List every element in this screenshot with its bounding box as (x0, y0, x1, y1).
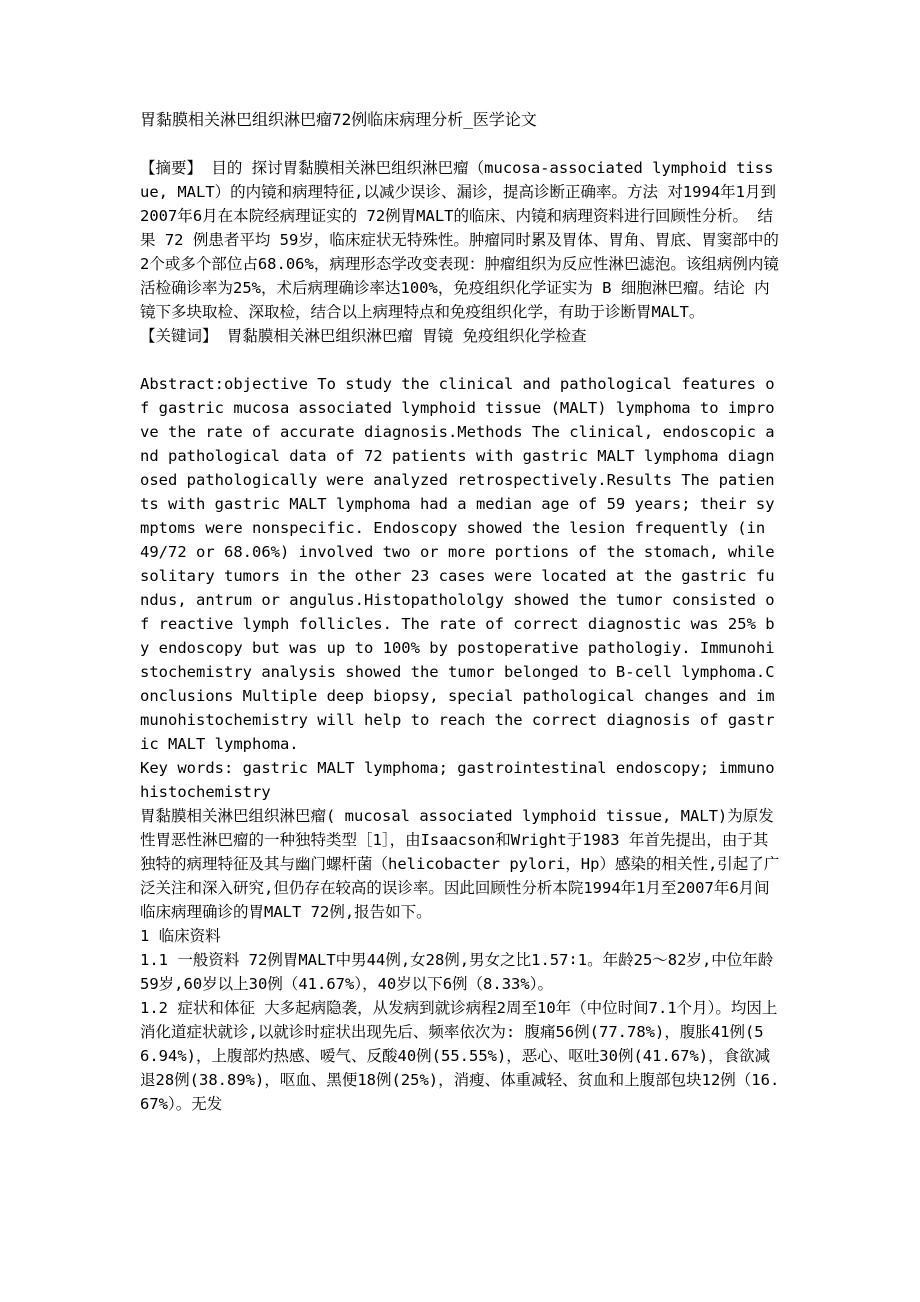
abstract-cn-label: 【摘要】 (140, 159, 203, 177)
keywords-cn (140, 324, 782, 348)
keywords-cn-text: 胃黏膜相关淋巴组织淋巴瘤 胃镜 免疫组织化学检查 (217, 327, 587, 345)
section-1-2: 1.2 症状和体征 大多起病隐袭，从发病到就诊病程2周至10年（中位时间7.1个月）。均因上消化道症状就诊,以就诊时症状出现先后、频率依次为: 腹痛56例(77.78%)，腹胀41例(56.94%)，上腹部灼热感、嗳气、反酸40例(55.55%)，恶心、呕吐30例(41.67%)，食欲减退28例(38.89%)，呕血、黑便18例(25%)，消瘦、体重减轻、贫血和上腹部包块12例（16.67%）。无发 (140, 999, 780, 1113)
keywords-en: Key words: gastric MALT lymphoma; gastrointestinal endoscopy; immunohistochemistry (140, 759, 775, 801)
abstract-cn-text: 目的 探讨胃黏膜相关淋巴组织淋巴瘤（mucosa-associated lymphoid tissue, MALT）的内镜和病理特征,以减少误诊、漏诊，提高诊断正确率。方法 对1994年1月到2007年6月在本院经病理证实的 72例胃MALT的临床、内镜和病理资料进行回顾性分析。 结果 72 例患者平均 59岁，临床症状无特殊性。肿瘤同时累及胃体、胃角、胃底、胃窦部中的2个或多个部位占68.06%，病理形态学改变表现：肿瘤组织为反应性淋巴滤泡。该组病例内镜活检确诊率为25%，术后病理确诊率达100%，免疫组织化学证实为 B 细胞淋巴瘤。结论 内镜下多块取检、深取检，结合以上病理特点和免疫组织化学，有助于诊断胃MALT。 (140, 159, 779, 321)
abstract-cn (140, 156, 782, 324)
section-1-1: 1.1 一般资料 72例胃MALT中男44例,女28例,男女之比1.57∶1。年龄25～82岁,中位年龄59岁,60岁以上30例（41.67%），40岁以下6例（8.33%）。 (140, 951, 774, 993)
spacer (140, 132, 782, 156)
keywords-cn-label: 【关键词】 (140, 327, 218, 345)
intro-paragraph: 胃黏膜相关淋巴组织淋巴瘤( mucosal associated lymphoid tissue, MALT)为原发性胃恶性淋巴瘤的一种独特类型［1］，由Isaacson和Wright于1983 年首先提出，由于其独特的病理特征及其与幽门螺杆菌（helicobacter pylori，Hp）感染的相关性,引起了广泛关注和深入研究,但仍存在较高的误诊率。因此回顾性分析本院1994年1月至2007年6月间临床病理确诊的胃MALT 72例,报告如下。 (140, 807, 780, 921)
section-1-heading: 1 临床资料 (140, 927, 221, 945)
abstract-en: Abstract:objective To study the clinical and pathological features of gastric mucosa associated lymphoid tissue (MALT) lymphoma to improve the rate of accurate diagnosis.Methods The clinical, endoscopic and pathological data of 72 patients with gastric MALT lymphoma diagnosed pathologically were analyzed retrospectively.Results The patients with gastric MALT lymphoma had a median age of 59 years; their symptoms were nonspecific. Endoscopy showed the lesion frequently (in 49/72 or 68.06%) involved two or more portions of the stomach, while solitary tumors in the other 23 cases were located at the gastric fundus, antrum or angulus.Histopathololgy showed the tumor consisted of reactive lymph follicles. The rate of correct diagnostic was 25% by endoscopy but was up to 100% by postoperative pathologiy. Immunohistochemistry analysis showed the tumor belonged to B-cell lymphoma.Conclusions Multiple deep biopsy, special pathological changes and immunohistochemistry will help to reach the correct diagnosis of gastric MALT lymphoma. (140, 375, 775, 753)
document-title: 胃黏膜相关淋巴组织淋巴瘤72例临床病理分析_医学论文 (140, 110, 537, 129)
document-page (140, 108, 782, 1116)
spacer (140, 348, 782, 372)
